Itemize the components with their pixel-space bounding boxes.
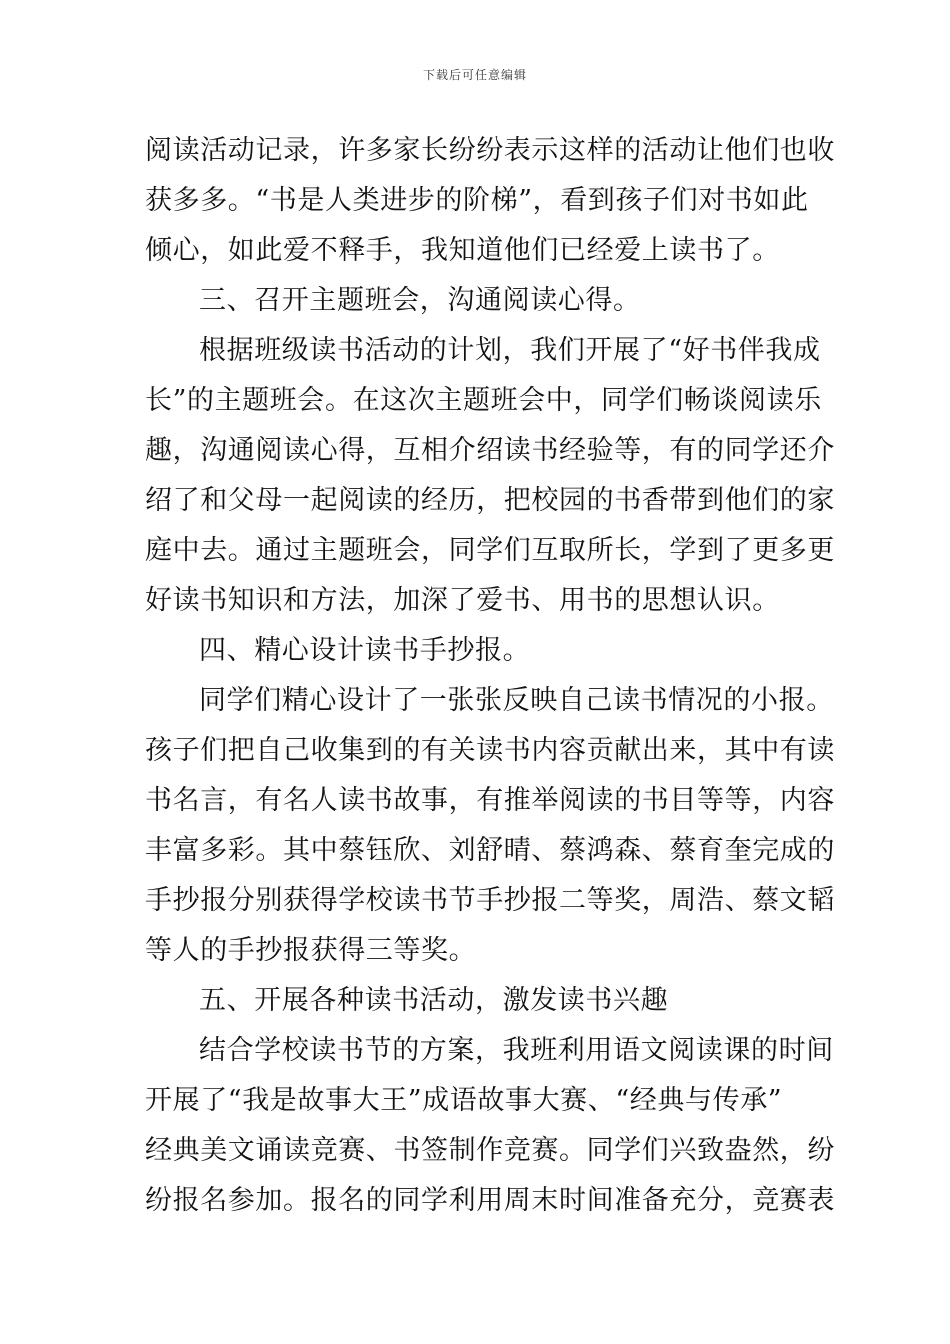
- text-line: 结合学校读书节的方案，我班利用语文阅读课的时间: [199, 1035, 834, 1066]
- text-line: 五、开展各种读书活动，激发读书兴趣: [199, 985, 669, 1016]
- text-line: 开展了“我是故事大王”成语故事大赛、“经典与传承”: [145, 1085, 783, 1116]
- text-line: 趣，沟通阅读心得，互相介绍读书经验等，有的同学还介: [145, 435, 835, 466]
- page-header: 下载后可任意编辑: [422, 68, 527, 82]
- text-line: 手抄报分别获得学校读书节手抄报二等奖，周浩、蔡文韬: [145, 885, 835, 916]
- text-line: 绍了和父母一起阅读的经历，把校园的书香带到他们的家: [145, 485, 835, 516]
- text-line: 获多多。“书是人类进步的阶梯”，看到孩子们对书如此: [145, 185, 809, 216]
- text-line: 四、精心设计读书手抄报。: [199, 635, 531, 666]
- text-line: 等人的手抄报获得三等奖。: [145, 935, 477, 966]
- text-line: 丰富多彩。其中蔡钰欣、刘舒晴、蔡鸿森、蔡育奎完成的: [145, 835, 835, 866]
- text-line: 纷报名参加。报名的同学利用周末时间准备充分，竞赛表: [145, 1185, 835, 1216]
- text-line: 同学们精心设计了一张张反映自己读书情况的小报。: [199, 685, 834, 716]
- text-line: 庭中去。通过主题班会，同学们互取所长，学到了更多更: [145, 535, 835, 566]
- text-line: 长”的主题班会。在这次主题班会中，同学们畅谈阅读乐: [145, 385, 822, 416]
- text-line: 好读书知识和方法，加深了爱书、用书的思想认识。: [145, 585, 780, 616]
- text-line: 三、召开主题班会，沟通阅读心得。: [199, 285, 641, 316]
- text-line: 倾心，如此爱不释手，我知道他们已经爱上读书了。: [145, 235, 780, 266]
- body-text: [145, 126, 835, 1226]
- text-line: 经典美文诵读竞赛、书签制作竞赛。同学们兴致盎然，纷: [145, 1135, 835, 1166]
- text-line: 书名言，有名人读书故事，有推举阅读的书目等等，内容: [145, 785, 835, 816]
- text-line: 阅读活动记录，许多家长纷纷表示这样的活动让他们也收: [145, 135, 835, 166]
- text-line: 根据班级读书活动的计划，我们开展了“好书伴我成: [199, 335, 821, 366]
- text-line: 孩子们把自己收集到的有关读书内容贡献出来，其中有读: [145, 735, 835, 766]
